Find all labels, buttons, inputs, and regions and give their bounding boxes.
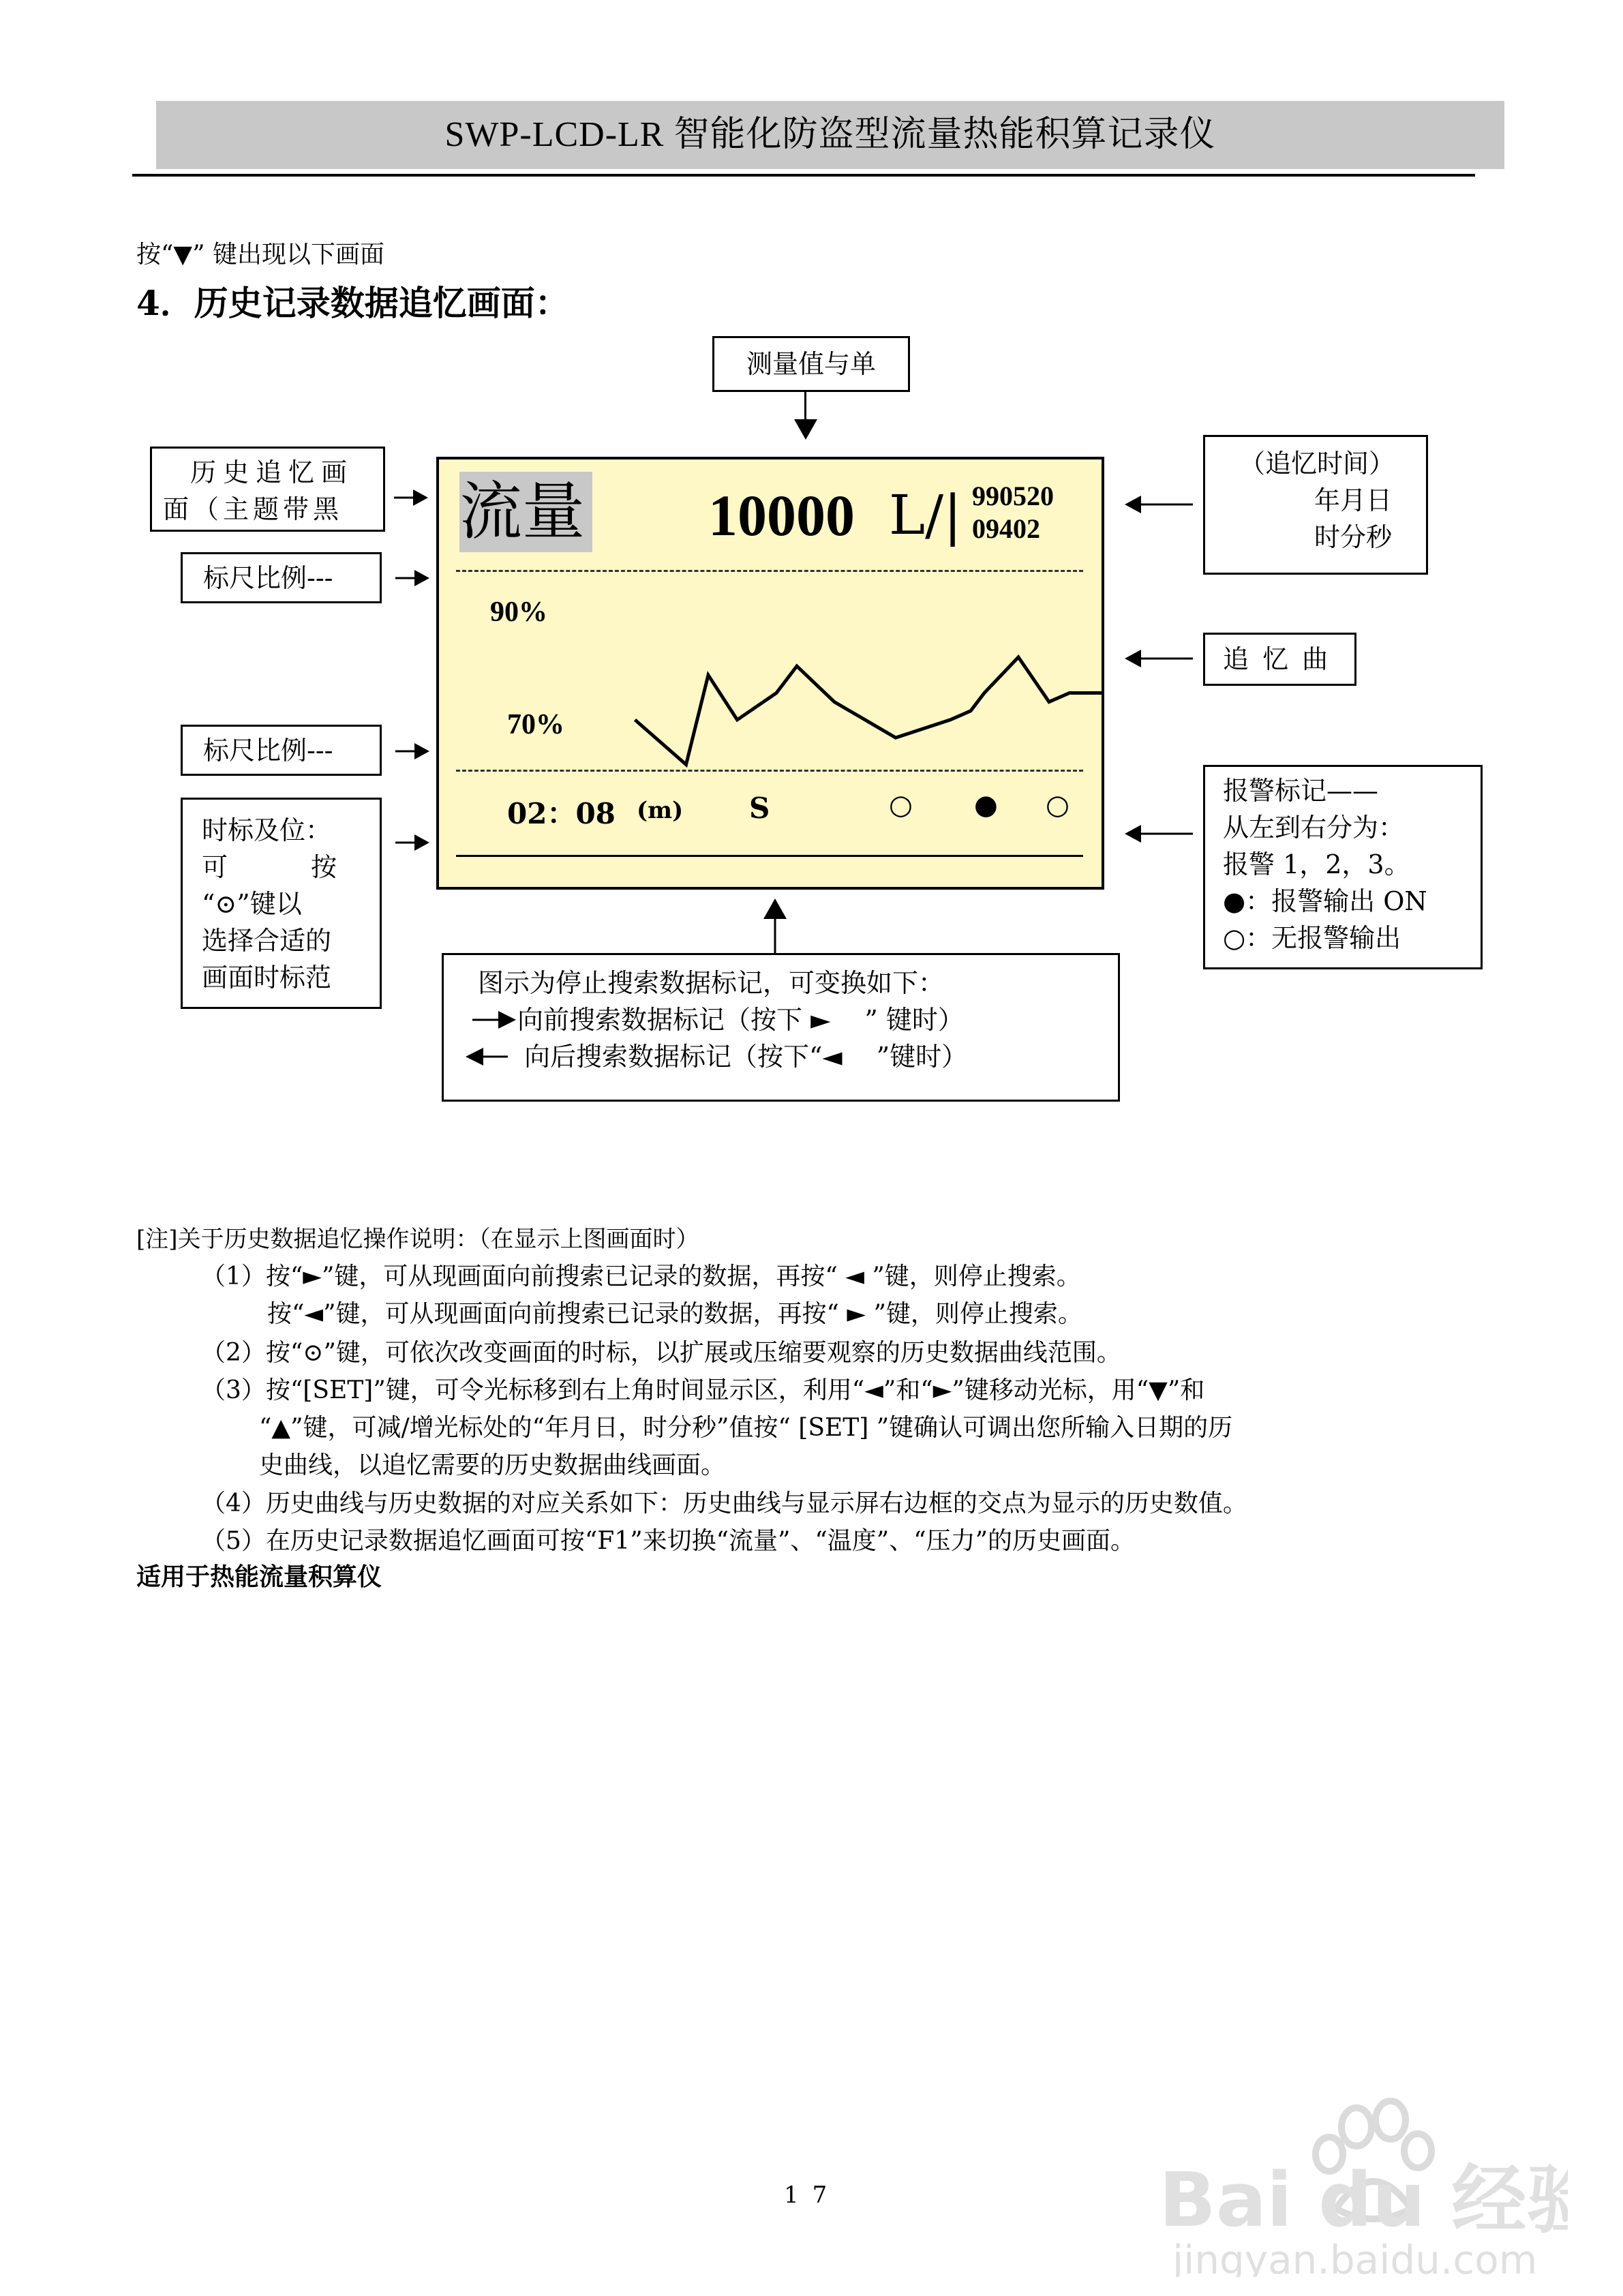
lcd-alarm-1: ○: [889, 789, 913, 821]
notes-heading: [注]关于历史数据追忆操作说明：（在显示上图画面时）: [136, 1226, 699, 1253]
callout-alarm-line2: 从左到右分为：: [1223, 813, 1405, 843]
intro-text: 按“▼” 键出现以下画面: [136, 241, 384, 269]
callout-search-line3: 向后搜索数据标记（按下“◄ ”键时）: [524, 1042, 968, 1072]
callout-scale-bottom: [181, 725, 382, 776]
callout-recall-time: [1203, 435, 1428, 575]
search-arrow-icon: [763, 898, 787, 953]
lcd-date: 990520: [972, 481, 1054, 511]
callout-alarm-line5: ○：无报警输出: [1223, 923, 1401, 953]
note-4: （4）历史曲线与历史数据的对应关系如下：历史曲线与显示屏右边框的交点为显示的历史数值。: [201, 1490, 1247, 1517]
callout-measure: [712, 336, 910, 392]
callout-alarm-line4: ●：报警输出 ON: [1223, 886, 1427, 916]
callout-timebase-line1: 时标及位：: [202, 815, 332, 845]
lcd-title: 流量: [459, 475, 586, 548]
recall-curve-arrow-icon: [1125, 650, 1193, 667]
callout-timebase-line4: 选择合适的: [202, 926, 332, 956]
callout-search-row-backward: [464, 1038, 1097, 1075]
callout-timebase: [181, 798, 382, 1009]
lcd-alarm-3: ○: [1046, 789, 1070, 821]
scale-top-arrow-icon: [395, 570, 429, 586]
callout-search-row-forward: [464, 1001, 1097, 1038]
lcd-unit: L/|: [889, 483, 962, 547]
measure-arrow-head: [794, 419, 817, 440]
page-number: 17: [784, 2181, 841, 2209]
lcd-clock: 02：08: [507, 797, 616, 830]
callout-search: [442, 953, 1120, 1102]
lcd-search-mark: S: [749, 791, 770, 825]
lcd-scale-low: 70%: [507, 709, 564, 740]
note-2: （2）按“⊙”键，可依次改变画面的时标，以扩展或压缩要观察的历史数据曲线范围。: [201, 1339, 1121, 1367]
svg-text:jingyan.baidu.com: jingyan.baidu.com: [1172, 2237, 1538, 2277]
page-header-title: SWP-LCD-LR 智能化防盗型流量热能积算记录仪: [444, 115, 1216, 154]
lcd-value: 10000: [708, 483, 855, 548]
backward-search-arrow-icon: [464, 1046, 517, 1067]
callout-timebase-line3: “⊙”键以: [202, 889, 302, 919]
note-1b: 按“◄”键，可从现画面向前搜索已记录的数据，再按“ ► ”键，则停止搜索。: [267, 1300, 1082, 1328]
lcd-bottom-dashed-rule: [456, 770, 1083, 772]
callout-history-line1: 历史追忆画: [190, 457, 354, 487]
lcd-clock-unit: (m): [637, 797, 684, 824]
callout-alarm: [1203, 765, 1483, 969]
callout-scale-bottom-text: 标尺比例---: [203, 736, 333, 766]
baidu-watermark-logo: [1159, 2072, 1568, 2277]
header-divider: [132, 174, 1475, 177]
note-5: （5）在历史记录数据追忆画面可按“F1”来切换“流量”、“温度”、“压力”的历史画面。: [201, 1527, 1136, 1555]
callout-history: [150, 447, 385, 532]
callout-search-line2: 向前搜索数据标记（按下 ► ” 键时）: [517, 1005, 964, 1035]
applicable-note: 适用于热能流量积算仪: [136, 1562, 382, 1591]
section-title: 4．历史记录数据追忆画面：: [136, 283, 569, 323]
lcd-time: 09402: [972, 513, 1040, 544]
lcd-alarm-2: ●: [974, 789, 998, 821]
svg-text:Bai du 经验: Bai du 经验: [1159, 2156, 1568, 2244]
alarm-arrow-icon: [1125, 825, 1193, 843]
history-arrow-icon: [394, 489, 428, 506]
scale-bottom-arrow-icon: [395, 743, 429, 759]
callout-history-line2: 面（主题带黑: [163, 494, 344, 524]
measure-arrow-shaft: [804, 392, 806, 423]
callout-alarm-line1: 报警标记——: [1223, 776, 1379, 806]
callout-recall-time-line2: 年月日: [1314, 485, 1393, 515]
callout-timebase-line5: 画面时标范: [202, 963, 332, 993]
note-1a: （1）按“►”键，可从现画面向前搜索已记录的数据，再按“ ◄ ”键，则停止搜索。: [201, 1263, 1081, 1290]
callout-scale-top: [181, 552, 382, 603]
callout-alarm-line3: 报警 1，2，3。: [1223, 849, 1410, 879]
callout-measure-text: 测量值与单: [746, 349, 876, 379]
callout-scale-top-text: 标尺比例---: [203, 563, 333, 593]
lcd-scale-high: 90%: [490, 596, 547, 628]
callout-recall-curve: [1203, 633, 1356, 686]
note-3c: 史曲线，以追忆需要的历史数据曲线画面。: [259, 1451, 726, 1479]
recall-time-arrow-icon: [1125, 496, 1193, 513]
callout-recall-curve-text: 追 忆 曲: [1223, 644, 1331, 674]
lcd-screen: [436, 457, 1104, 890]
lcd-bottom-rule: [456, 855, 1083, 857]
callout-timebase-line2: 可 按: [202, 852, 339, 882]
callout-search-line1: 图示为停止搜索数据标记，可变换如下：: [478, 968, 945, 998]
forward-search-arrow-icon: [464, 1010, 517, 1030]
callout-recall-time-line3: 时分秒: [1314, 522, 1393, 552]
timebase-arrow-icon: [395, 834, 429, 851]
callout-recall-time-line1: （追忆时间）: [1239, 449, 1395, 479]
note-3b: “▲”键，可减/增光标处的“年月日，时分秒”值按“ [SET] ”键确认可调出您所输入日期的历: [259, 1414, 1233, 1442]
note-3a: （3）按“[SET]”键，可令光标移到右上角时间显示区，利用“◄”和“►”键移动光标，用“▼”和: [201, 1376, 1205, 1404]
